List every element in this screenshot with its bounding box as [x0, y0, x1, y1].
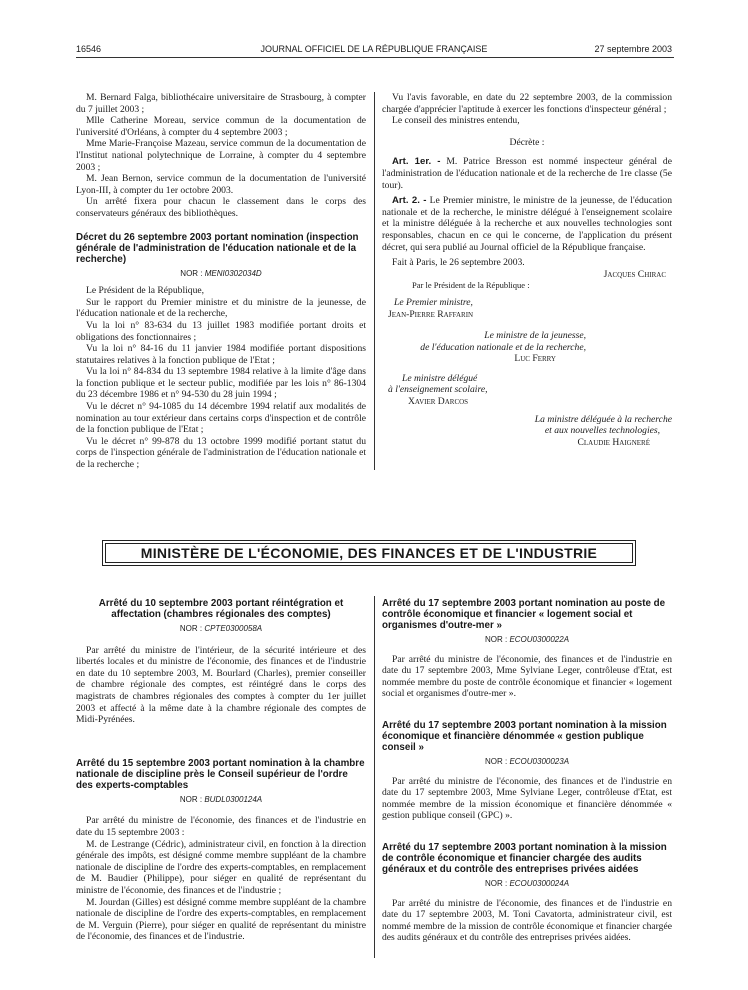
paragraph: Par arrêté du ministre de l'économie, des finances et de l'industrie en date du 17 septembre 2003, Mme Sylviane Leger, contrôleuse d'Etat, est nommée membre de la mission économique et financière dénommée « gestion publique conseil (GPC) ».: [382, 775, 672, 822]
paragraph: Vu la loi n° 84-16 du 11 janvier 1984 modifiée portant dispositions statutaires relatives à la fonction publique de l'Etat ;: [76, 343, 366, 366]
header-rule: [76, 57, 674, 58]
header-date: 27 septembre 2003: [594, 44, 672, 54]
nor-code: ECOU0300022A: [509, 635, 570, 644]
signer-title: de l'éducation nationale et de la recherche,: [420, 341, 586, 353]
nor-line: [382, 634, 672, 646]
decrete-label: Décrète :: [509, 136, 545, 148]
nor-line: [76, 268, 366, 280]
paragraph: Mme Marie-Françoise Mazeau, service commun de la documentation de l'Institut national polytechnique de Lorraine, à compter du 4 septembre 2003 ;: [76, 138, 366, 173]
paragraph: Vu le décret n° 99-878 du 13 octobre 1999 modifié portant statut du corps de l'inspection générale de l'administration de l'éducation nationale et de la recherche ;: [76, 435, 366, 471]
paragraph: M. Bernard Falga, bibliothécaire universitaire de Strasbourg, à compter du 7 juillet 2003 ;: [76, 92, 366, 115]
signer-name: Claudie Haigneré: [577, 436, 650, 448]
ministry-heading: MINISTÈRE DE L'ÉCONOMIE, DES FINANCES ET DE L'INDUSTRIE: [102, 540, 636, 566]
paragraph: Vu le décret n° 94-1085 du 14 décembre 1994 relatif aux modalités de nomination au tour extérieur dans certains corps d'inspection et de contrôle de la fonction publique de l'Etat ;: [76, 401, 366, 436]
nor-label: NOR :: [180, 268, 203, 278]
article-label: Art. 2. -: [392, 195, 427, 207]
paragraph: Le Président de la République,: [86, 285, 205, 297]
nor-code: MENI0302034D: [204, 268, 262, 278]
paragraph: Vu la loi n° 84-834 du 13 septembre 1984 relative à la limite d'âge dans la fonction publique et le secteur public, modifiée par les lois n° 86-1304 du 23 décembre 1986 et n° 94-530 du 28 juin 1994 ;: [76, 366, 366, 401]
paragraph: M. de Lestrange (Cédric), administrateur civil, en fonction à la direction générale des impôts, est désigné comme membre suppléant de la chambre nationale de discipline de l'ordre des experts-comptables, en remplacement de M. Baudier (Philippe), pour siéger en qualité de représentant du ministre de l'économie, des finances et de l'industrie ;: [76, 838, 366, 896]
nor-line: [76, 794, 366, 806]
nor-label: NOR :: [484, 878, 508, 888]
signer-name: Xavier Darcos: [408, 396, 469, 408]
signer-name: Jean-Pierre Raffarin: [388, 308, 474, 320]
column-divider-bottom: [374, 596, 375, 958]
paragraph: Par arrêté du ministre de l'économie, des finances et de l'industrie en date du 17 septembre 2003, Mme Sylviane Leger, contrôleuse d'Etat, est nommée membre du poste de contrôle économique et financier « logement social et organismes d'outre-mer ».: [382, 653, 672, 700]
arrete-title: Arrêté du 17 septembre 2003 portant nomination à la mission économique et financière dénommée « gestion publique conseil »: [382, 719, 667, 753]
top-right-column: [382, 92, 672, 448]
nor-label: NOR :: [179, 794, 203, 804]
paragraph: Un arrêté fixera pour chacun le classement dans le corps des conservateurs généraux des bibliothèques.: [76, 196, 366, 219]
paragraph: Le conseil des ministres entendu,: [392, 115, 520, 127]
paragraph: Par arrêté du ministre de l'économie, des finances et de l'industrie en date du 15 septembre 2003 :: [76, 815, 366, 838]
arrete-title: Arrêté du 10 septembre 2003 portant réintégration et affectation (chambres régionales des comptes): [98, 598, 344, 620]
paragraph: M. Jourdan (Gilles) est désigné comme membre suppléant de la chambre nationale de discipline de l'ordre des experts-comptables, en remplacement de M. Verguin (Pierre), pour siéger en qualité de représentant du ministre de l'économie, des finances et de l'industrie.: [76, 896, 366, 943]
signatures-block: [6, 297, 672, 449]
article-2: [382, 195, 672, 253]
bottom-right-column: [382, 598, 672, 944]
nor-label: NOR :: [179, 624, 203, 633]
signer-title: à l'enseignement scolaire,: [388, 384, 488, 396]
paragraph: Mlle Catherine Moreau, service commun de la documentation de l'université d'Orléans, à compter du 4 septembre 2003 ;: [76, 115, 366, 138]
nor-line: [382, 878, 672, 890]
article-text: M. Patrice Bresson est nommé inspecteur général de l'administration de l'éducation nationale et de la recherche de 1re classe (5e tour).: [382, 156, 672, 191]
page-number: 16546: [76, 44, 102, 54]
journal-title: JOURNAL OFFICIEL DE LA RÉPUBLIQUE FRANÇAISE: [260, 44, 488, 54]
signer-president: Jacques Chirac: [603, 268, 666, 280]
paragraph: Par arrêté du ministre de l'intérieur, de la sécurité intérieure et des libertés locales et du ministre de l'économie, des finances et de l'industrie en date du 10 septembre 2003, M. Bourlard (Charles), premier conseiller de chambre régionale des comptes, est réintégré dans le corps des magistrats de chambres régionales des comptes à compter du 1er juillet 2003 et affecté à la même date à la chambre régionale des comptes de Midi-Pyrénées.: [76, 644, 366, 726]
paragraph: Sur le rapport du Premier ministre et du ministre de la jeunesse, de l'éducation nationale et de la recherche,: [76, 296, 366, 320]
nor-label: NOR :: [484, 635, 508, 644]
arrete-title: Arrêté du 15 septembre 2003 portant nomination à la chambre nationale de discipline près le Conseil supérieur de l'ordre des experts-comptables: [76, 757, 365, 791]
paragraph: Par arrêté du ministre de l'économie, des finances et de l'industrie en date du 17 septembre 2003, M. Toni Cavatorta, administrateur civil, est nommé membre de la mission de contrôle économique et financier chargée des audits généraux et du contrôle des entreprises privées aidées.: [382, 897, 672, 944]
signer-title: et aux nouvelles technologies,: [544, 425, 660, 437]
signer-title: Le ministre de la jeunesse,: [484, 330, 586, 342]
bottom-left-column: [76, 598, 366, 943]
nor-line: [76, 623, 366, 635]
nor-code: ECOU0300024A: [509, 878, 570, 888]
decree-title: Décret du 26 septembre 2003 portant nomination (inspection générale de l'administration de l'éducation nationale et de la recherche): [76, 231, 359, 265]
article-1: [382, 156, 672, 191]
nor-code: CPTE0300058A: [204, 624, 263, 633]
nor-label: NOR :: [484, 756, 508, 766]
signer-title: Le Premier ministre,: [394, 296, 473, 308]
signer-name: Luc Ferry: [514, 353, 556, 365]
paragraph: Vu l'avis favorable, en date du 22 septembre 2003, de la commission chargée d'apprécier l'aptitude à exercer les fonctions d'inspecteur général ;: [382, 92, 672, 115]
by-president-label: Par le Président de la République :: [412, 280, 530, 291]
nor-code: ECOU0300023A: [509, 756, 570, 766]
done-at: Fait à Paris, le 26 septembre 2003.: [392, 257, 525, 269]
signer-title: Le ministre délégué: [402, 372, 478, 384]
signer-title: La ministre déléguée à la recherche: [534, 413, 672, 425]
arrete-title: Arrêté du 17 septembre 2003 portant nomination à la mission de contrôle économique et financier chargée des audits généraux et du contrôle des entreprises privées aidées: [382, 841, 667, 875]
paragraph: Vu la loi n° 83-634 du 13 juillet 1983 modifiée portant droits et obligations des fonctionnaires ;: [76, 319, 366, 343]
nor-code: BUDL0300124A: [204, 794, 263, 804]
paragraph: M. Jean Bernon, service commun de la documentation de l'université Lyon-III, à compter du 1er octobre 2003.: [76, 173, 366, 196]
article-text: Le Premier ministre, le ministre de la jeunesse, de l'éducation nationale et de la recherche, le ministre délégué à l'enseignement scolaire et la ministre déléguée à la recherche et aux nouvelles technologies sont responsables, chacun en ce qui le concerne, de l'application du présent décret, qui sera publié au Journal officiel de la République française.: [382, 195, 672, 253]
nor-line: [382, 756, 672, 768]
article-label: Art. 1er. -: [392, 156, 441, 168]
arrete-title: Arrêté du 17 septembre 2003 portant nomination au poste de contrôle économique et financier « logement social et organismes d'outre-mer »: [382, 598, 666, 631]
